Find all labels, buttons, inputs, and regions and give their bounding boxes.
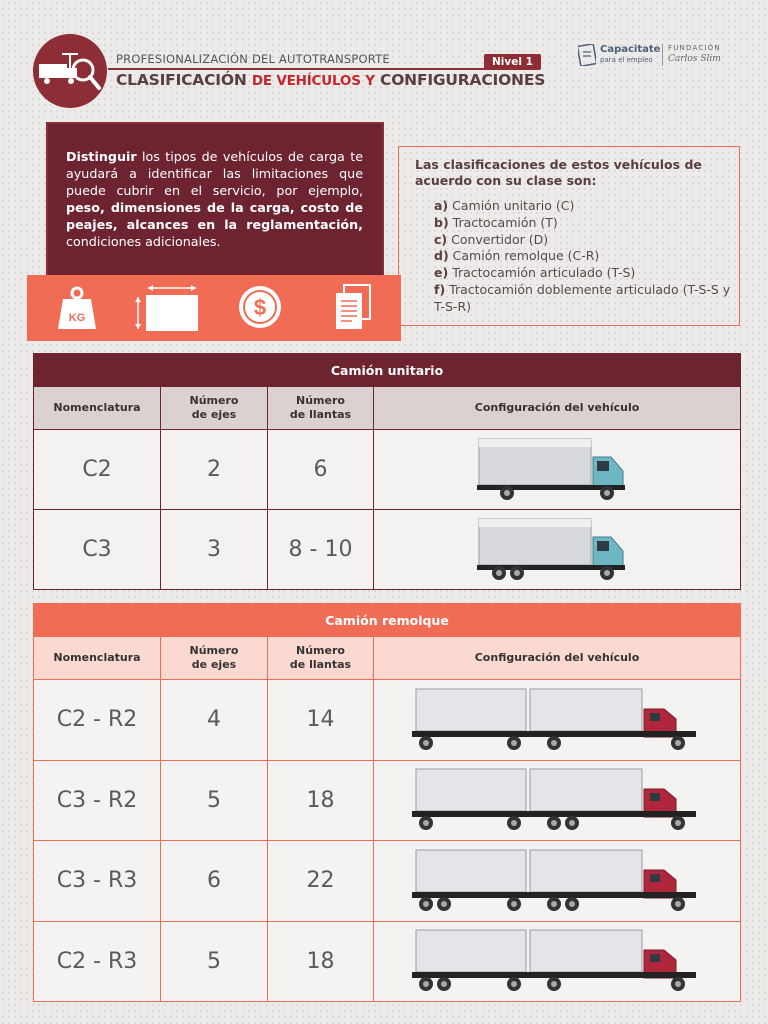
- nomenclature-cell: C2 - R2: [34, 680, 161, 761]
- table-row: [34, 921, 741, 1002]
- header-nomenclature: Nomenclatura: [34, 637, 161, 680]
- list-item-text: Tractocamión (T): [452, 214, 558, 230]
- page-title-part1: CLASIFICACIÓN: [116, 71, 247, 89]
- list-item: [434, 248, 734, 265]
- list-item: [434, 282, 734, 316]
- tires-cell: 8 - 10: [268, 510, 374, 590]
- foundation-name: Carlos Slim: [668, 54, 721, 64]
- intro-text-1: los tipos de vehículos de carga te ayudará a identificar las limitaciones que puede cubrir en el servicio, por ejemplo,: [66, 149, 363, 198]
- axles-cell: 3: [161, 510, 268, 590]
- brand-tagline: para el empleo: [600, 56, 653, 64]
- tires-cell: 22: [268, 841, 374, 922]
- unit-truck-3-axle-icon: [477, 515, 637, 585]
- brand-name: Capacitate: [600, 44, 661, 55]
- tires-cell: 6: [268, 430, 374, 510]
- intro-text-2: condiciones adicionales.: [66, 234, 221, 249]
- tires-cell: 18: [268, 921, 374, 1002]
- table-row: [34, 841, 741, 922]
- nomenclature-cell: C3: [34, 510, 161, 590]
- brand-separator: [662, 44, 663, 66]
- axles-cell: 5: [161, 760, 268, 841]
- weight-kg-label: KG: [68, 312, 86, 324]
- list-item: [434, 198, 734, 215]
- classification-heading: Las clasificaciones de estos vehículos de acuerdo con su clase son:: [415, 157, 702, 188]
- trailer-truck-table-title: Camión remolque: [34, 604, 741, 637]
- list-item-letter: e): [434, 265, 449, 281]
- header-nomenclature: Nomenclatura: [34, 387, 161, 430]
- unit-truck-table: [33, 353, 741, 590]
- axles-cell: 4: [161, 680, 268, 761]
- axles-cell: 6: [161, 841, 268, 922]
- unit-truck-2-axle-icon: [477, 435, 637, 505]
- page-title: [116, 71, 545, 89]
- list-item-text: Camión remolque (C-R): [452, 248, 600, 264]
- nomenclature-cell: C3 - R3: [34, 841, 161, 922]
- list-item-text: Tractocamión doblemente articulado (T-S-S y T-S-R): [434, 281, 731, 314]
- tires-cell: 18: [268, 760, 374, 841]
- classification-list: [434, 198, 734, 316]
- header-tires: Número de llantas: [268, 387, 374, 430]
- unit-truck-table-title: Camión unitario: [34, 354, 741, 387]
- config-cell: [374, 680, 741, 761]
- trailer-truck-table: [33, 603, 741, 1002]
- config-cell: [374, 921, 741, 1002]
- axles-cell: 5: [161, 921, 268, 1002]
- header-axles: Número de ejes: [161, 387, 268, 430]
- list-item-letter: d): [434, 248, 449, 264]
- nomenclature-cell: C2 - R3: [34, 921, 161, 1002]
- foundation-label: FUNDACIÓN: [668, 44, 721, 52]
- config-cell: [374, 510, 741, 590]
- list-item: [434, 215, 734, 232]
- intro-bold-1: Distinguir: [66, 149, 137, 164]
- page-title-part2: DE VEHÍCULOS Y: [251, 73, 375, 89]
- documents-icon: [334, 283, 372, 331]
- trailer-truck-c2-r2-icon: [412, 685, 702, 755]
- icon-bar: [27, 275, 401, 341]
- dimensions-icon: [132, 283, 200, 333]
- axles-cell: 2: [161, 430, 268, 510]
- capacitate-logo-icon: [578, 44, 596, 66]
- trailer-truck-c2-r3-icon: [412, 926, 702, 996]
- program-title: PROFESIONALIZACIÓN DEL AUTOTRANSPORTE: [116, 52, 390, 66]
- list-item-text: Convertidor (D): [451, 231, 549, 247]
- money-symbol: $: [253, 295, 267, 320]
- config-cell: [374, 760, 741, 841]
- nomenclature-cell: C3 - R2: [34, 760, 161, 841]
- table-row: [34, 510, 741, 590]
- table-row: [34, 680, 741, 761]
- header-config: Configuración del vehículo: [374, 387, 741, 430]
- list-item-letter: f): [434, 281, 446, 297]
- brand-logos: [578, 44, 728, 68]
- list-item: [434, 265, 734, 282]
- header-axles: Número de ejes: [161, 637, 268, 680]
- list-item-letter: b): [434, 214, 449, 230]
- intro-text: [66, 148, 363, 250]
- header-tires: Número de llantas: [268, 637, 374, 680]
- level-badge: Nivel 1: [484, 54, 541, 70]
- table-row: [34, 760, 741, 841]
- list-item-text: Tractocamión articulado (T-S): [452, 265, 636, 281]
- header-config: Configuración del vehículo: [374, 637, 741, 680]
- money-icon: [237, 284, 283, 330]
- header-divider: [108, 68, 530, 70]
- list-item-text: Camión unitario (C): [452, 198, 575, 213]
- trailer-truck-c3-r3-icon: [412, 846, 702, 916]
- page-title-part3: CONFIGURACIONES: [380, 71, 546, 89]
- intro-bold-2: peso, dimensiones de la carga, costo de peajes, alcances en la reglamentación,: [66, 200, 363, 232]
- config-cell: [374, 841, 741, 922]
- table-row: [34, 430, 741, 510]
- nomenclature-cell: C2: [34, 430, 161, 510]
- logo-circle: [33, 34, 107, 108]
- weight-kg-icon: [57, 285, 97, 331]
- config-cell: [374, 430, 741, 510]
- list-item: [434, 232, 734, 249]
- list-item-letter: c): [434, 231, 448, 247]
- trailer-truck-c3-r2-icon: [412, 765, 702, 835]
- list-item-letter: a): [434, 198, 449, 213]
- tires-cell: 14: [268, 680, 374, 761]
- truck-scale-magnifier-icon: [33, 34, 107, 108]
